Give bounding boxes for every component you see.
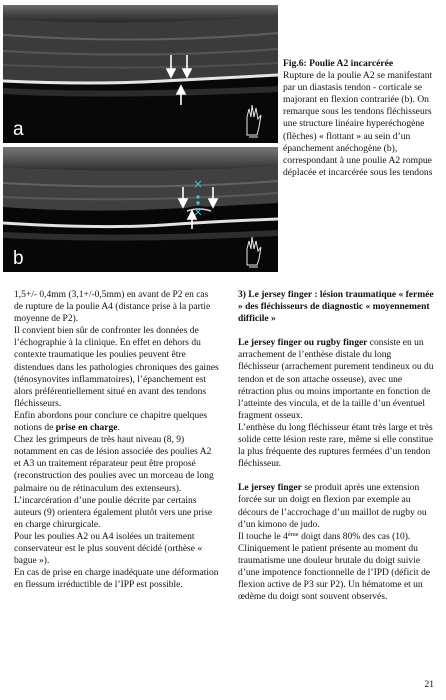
emphasis-prise-en-charge: prise en charge — [55, 423, 118, 434]
caption-title: Fig.6: Poulie A2 incarcérée — [283, 58, 394, 69]
section-heading — [238, 289, 434, 325]
section-heading-text: 3) Le jersey finger : lésion traumatique « fermée » des fléchisseurs de diagnostic « moyennement difficile » — [238, 290, 434, 325]
ultrasound-a-graphic — [3, 5, 278, 143]
text-span: Enfin abordons pour conclure ce chapitre quelques notions de — [14, 410, 208, 434]
emphasis-jersey-finger: Le jersey finger — [238, 483, 302, 494]
panel-label-b: b — [13, 248, 24, 269]
paragraph: Il convient bien sûr de confronter les données de l’échographie à la clinique. En effet en dehors du contexte traumatique les poulies peuvent être distendues dans les pathologies chroniques des gaines (ténosynovites inflammatoires), l’épanchement est alors préférentiellement situé en avant des tendons fléchisseurs. — [14, 326, 219, 409]
paragraph — [238, 337, 434, 422]
text-span: Il touche le 4 — [238, 531, 288, 542]
figure-caption — [283, 58, 443, 179]
paragraph — [238, 482, 434, 530]
paragraph — [238, 531, 434, 543]
paragraph: 1,5+/- 0,4mm (3,1+/-0,5mm) en avant de P2 en cas de rupture de la poulie A4 (distance prise à la partie moyenne de P2). — [14, 290, 211, 325]
page-number: 21 — [424, 680, 434, 690]
right-column — [238, 289, 434, 603]
ultrasound-b-graphic — [3, 147, 278, 272]
emphasis-jersey-finger: Le jersey finger ou rugby finger — [238, 338, 368, 349]
paragraph: L’enthèse du long fléchisseur étant très large et très solide cette lésion reste rare, même si elle constitue la plus fréquente des ruptures fermées d’un tendon fléchisseur. — [238, 422, 433, 470]
paragraph — [14, 410, 219, 434]
ultrasound-image-a — [3, 5, 278, 143]
text-span: consiste en un arrachement de l’enthèse distale du long fléchisseur (arrachement purement tendineux ou du tendon et de son attache osseuse), avec une rétraction plus ou moins importante en fonction de l’atteinte des vincula, et de la taille d’un éventuel fragment osseux. — [238, 338, 434, 421]
paragraph: En cas de prise en charge inadéquate une déformation en flessum irréductible de l’IPP est possible. — [14, 568, 219, 591]
superscript: ème — [287, 530, 299, 538]
paragraph: Chez les grimpeurs de très haut niveau (8, 9) notamment en cas de lésion associée des poulies A2 et A3 un traitement réparateur peut être proposé (reconstruction des poulies avec un morceau de long palmaire ou de rétinaculum des extenseurs). L’incarcération d’une poulie décrite par certains auteurs (9) orientera également plutôt vers une prise en charge chirurgicale. — [14, 435, 214, 530]
text-span: se produit après une extension forcée sur un doigt en flexion par exemple au décours de l’accrochage d’un maillot de rugby ou d’un kimono de judo. — [238, 483, 427, 530]
paragraph: Pour les poulies A2 ou A4 isolées un traitement conservateur est le plus souvent décidé (orthèse « bague »). — [14, 531, 203, 567]
text-span: . — [117, 423, 120, 434]
ultrasound-image-b — [3, 147, 278, 272]
panel-label-a: a — [13, 119, 24, 140]
text-span: doigt dans 80% des cas (10). — [298, 531, 411, 542]
caption-text: Rupture de la poulie A2 se manifestant par un diastasis tendon - corticale se majorant en flexion contrariée (b). On remarque sous les tendons fléchisseurs une structure linéaire hyperéchogène (flèches) « flottant » au sein d’un épanchement anéchogène (b), correspondant à une poulie A2 rompue déplacée et incarcérée sous les tendons — [283, 70, 433, 178]
left-column — [14, 289, 219, 591]
paragraph: Cliniquement le patient présente au moment du traumatisme une douleur brutale du doigt suivie d’une impotence fonctionnelle de l’IPD (déficit de flexion active de P3 sur P2). Un hématome et un œdème du doigt sont souvent observés. — [238, 543, 431, 603]
